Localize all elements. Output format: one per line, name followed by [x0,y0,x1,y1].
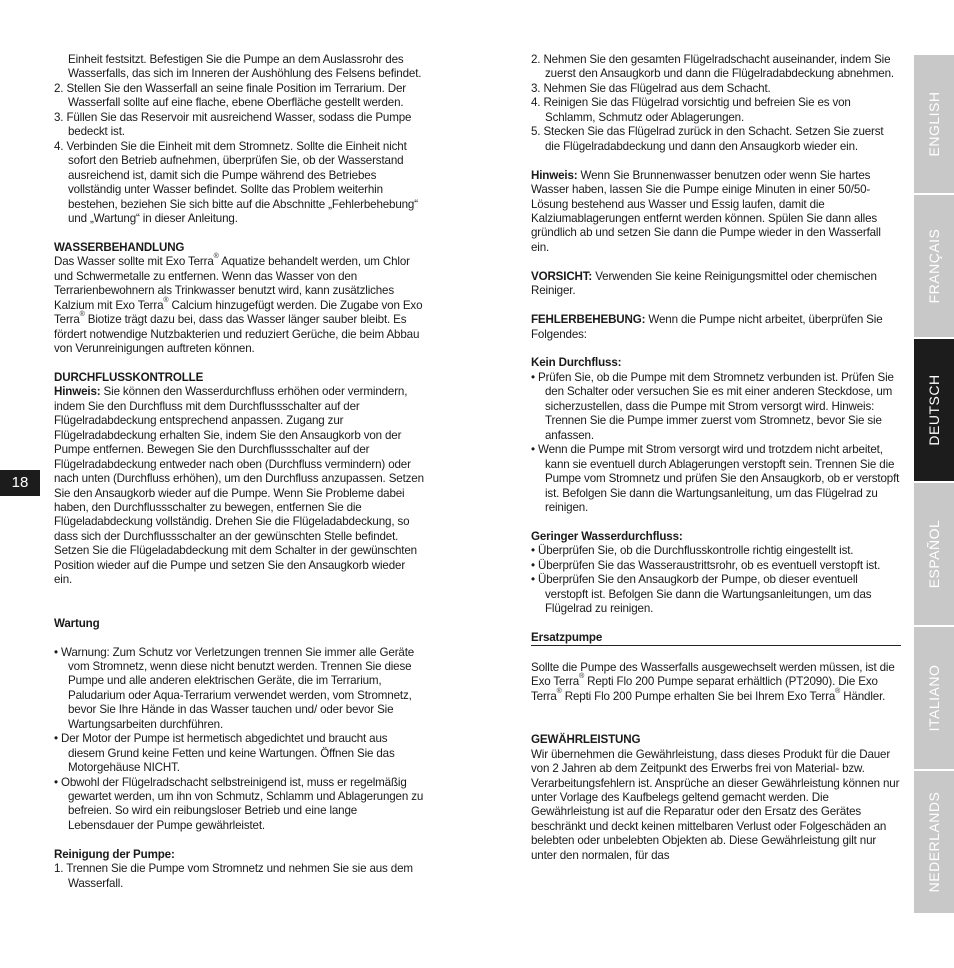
geringer-durchfluss-bullet: • Überprüfen Sie das Wasseraustrittsrohr, ob es eventuell verstopft ist. [531,558,881,572]
gewaehrleistung-text: Wir übernehmen die Gewährleistung, dass dieses Produkt für die Dauer von 2 Jahren ab dem Zeitpunkt des Erwerbs frei von Material- bzw. Verarbeitungsfehlern ist. Ansprüche an dieser Gewährleistung können nur unter Vorlage des Kaufbelegs geltend gemacht werden. Die Gewährleistung ist auf die Reparatur oder den Ersatz des Gerätes beschränkt und deckt keinen mittelbaren Verlust oder Folgeschäden an belebten oder unbelebten Objekten ab. Diese Gewährleistung gilt nur unter den normalen, für das [531,747,900,862]
wasserbehandlung-text: Das Wasser sollte mit Exo Terra® Aquatize behandelt werden, um Chlor und Schwermetalle zu entfernen. Wenn das Wasser von den Terrarienbewohnern als Trinkwasser benutzt wird, kann zusätzliches Kalzium mit Exo Terra® Calcium hinzugefügt werden. Die Zugabe von Exo Terra® Biotize trägt dazu bei, dass das Wasser länger sauber bleibt. Es fördert notwendige Nutzbakterien und reduziert Gerüche, die beim Abbau von Verunreinigungen auftreten können. [54,253,423,356]
kein-durchfluss-bullet: • Wenn die Pumpe mit Strom versorgt wird und trotzdem nicht arbeitet, kann sie eventuell durch Ablagerungen verstopft sein. Trennen Sie die Pumpe vom Stromnetz und prüfen Sie den Ansaugkorb, ob er verstopft ist. Befolgen Sie dann die Wartungsanleitung, um das Flügelrad zu reinigen. [531,443,900,514]
tab-english[interactable]: ENGLISH [914,55,954,193]
tab-italiano[interactable]: ITALIANO [914,627,954,769]
tab-nederlands[interactable]: NEDERLANDS [914,771,954,913]
page-number: 18 [0,470,40,496]
wartung-bullet: • Der Motor der Pumpe ist hermetisch abgedichtet und braucht aus diesem Grund keine Fetten und keine Wartungen. Öffnen Sie das Motorgehäuse NICHT. [54,732,395,775]
reinigung-step-2: 2. Nehmen Sie den gesamten Flügelradschacht auseinander, indem Sie zuerst den Ansaugkorb und dann die Flügelradabdeckung abnehmen. [531,53,894,81]
intro-paragraph: Einheit festsitzt. Befestigen Sie die Pumpe an dem Auslassrohr des Wasserfalls, das sich im Inneren der Aushöhlung des Felsens befindet. [68,53,422,81]
ersatzpumpe-text: Sollte die Pumpe des Wasserfalls ausgewechselt werden müssen, ist die Exo Terra® Repti Flo 200 Pumpe separat erhältlich (PT2090). Die Exo Terra® Repti Flo 200 Pumpe erhalten Sie bei Ihrem Exo Terra® Händler. [531,660,895,703]
kein-durchfluss-heading: Kein Durchfluss: [531,356,622,370]
durchflusskontrolle-heading: DURCHFLUSSKONTROLLE [54,370,204,384]
geringer-durchfluss-bullet: • Überprüfen Sie, ob die Durchflusskontrolle richtig eingestellt ist. [531,544,854,558]
reinigung-step-1: 1. Trennen Sie die Pumpe vom Stromnetz und nehmen Sie sie aus dem Wasserfall. [54,862,413,890]
setup-step-3: 3. Füllen Sie das Reservoir mit ausreichend Wasser, sodass die Pumpe bedeckt ist. [54,110,412,139]
ersatzpumpe-heading: Ersatzpumpe [531,631,901,646]
reinigung-step-4: 4. Reinigen Sie das Flügelrad vorsichtig und befreien Sie es von Schlamm, Schmutz oder Ablagerungen. [531,96,851,124]
tab-espanol[interactable]: ESPAÑOL [914,483,954,625]
wartung-bullet: • Warnung: Zum Schutz vor Verletzungen trennen Sie immer alle Geräte vom Stromnetz, wenn diese nicht benutzt werden. Trennen Sie diese Pumpe und alle anderen elektrischen Geräte, die im Terrarium, Paludarium oder Aqua-Terrarium verwendet werden, vom Stromnetz, bevor Sie Ihre Hände in das Wasser tauchen und/ oder bevor Sie Wartungsarbeiten durchführen. [54,645,415,731]
vorsicht-paragraph: VORSICHT: Verwenden Sie keine Reinigungsmittel oder chemischen Reiniger. [531,269,877,298]
kein-durchfluss-bullet: • Prüfen Sie, ob die Pumpe mit dem Stromnetz verbunden ist. Prüfen Sie den Schalter oder versuchen Sie es mit einer anderen Steckdose, um sicherzustellen, dass die Pumpe mit Strom versorgt wird. Hinweis: Trennen Sie die Pumpe immer zuerst vom Stromnetz, bevor Sie sie anfassen. [531,370,894,442]
hinweis-paragraph: Hinweis: Wenn Sie Brunnenwasser benutzen oder wenn Sie hartes Wasser haben, lassen Sie die Pumpe einige Minuten in einer 50/50-Lösung bestehend aus Wasser und Essig laufen, damit die Kalziumablagerungen entfernt werden können. Spülen Sie dann alles gründlich ab und setzen Sie dann die Pumpe wieder in den Wasserfall ein. [531,168,881,254]
gewaehrleistung-heading: GEWÄHRLEISTUNG [531,733,641,747]
tab-deutsch[interactable]: DEUTSCH [914,339,954,481]
wasserbehandlung-heading: WASSERBEHANDLUNG [54,240,185,254]
reinigung-step-3: 3. Nehmen Sie das Flügelrad aus dem Schacht. [531,81,771,95]
wartung-bullet: • Obwohl der Flügelradschacht selbstreinigend ist, muss er regelmäßig gewartet werden, um ihn von Schmutz, Schlamm und Ablagerungen zu befreien. So wird ein reibungsloser Betrieb und eine lange Lebensdauer der Pumpe gewährleistet. [54,775,424,832]
wartung-heading: Wartung [54,616,100,630]
right-column [531,53,901,863]
fehlerbehebung-paragraph: FEHLERBEHEBUNG: Wenn die Pumpe nicht arbeitet, überprüfen Sie Folgendes: [531,313,883,341]
reinigung-heading: Reinigung der Pumpe: [54,847,175,861]
tab-francais[interactable]: FRANÇAIS [914,195,954,337]
left-column [54,53,424,891]
setup-step-2: 2. Stellen Sie den Wasserfall an seine finale Position im Terrarium. Der Wasserfall sollte auf eine flache, ebene Oberfläche gestellt werden. [54,81,406,110]
reinigung-step-5: 5. Stecken Sie das Flügelrad zurück in den Schacht. Setzen Sie zuerst die Flügelradabdeckung und dann den Ansaugkorb wieder ein. [531,125,884,153]
geringer-durchfluss-heading: Geringer Wasserdurchfluss: [531,529,683,543]
durchflusskontrolle-text: Hinweis: Sie können den Wasserdurchfluss erhöhen oder vermindern, indem Sie den Durchfluss mit dem Durchflussschalter auf der Flügelradabdeckung entsprechend anpassen. Zugang zur Flügelradabdeckung erhalten Sie, indem Sie den Ansaugkorb von der Pumpe entfernen. Bewegen Sie den Durchflussschalter auf der Flügelradabdeckung entweder nach oben (Durchfluss vermindern) oder nach unten (Durchfluss erhöhen), um den Durchfluss anzupassen. Setzen Sie den Ansaugkorb wieder auf die Pumpe. Wenn Sie Probleme dabei haben, den Durchflussschalter zu bewegen, entfernen Sie die Flügeladabdeckung vollständig. Drehen Sie die Flügeladabdeckung, so dass sich der Durchflussschalter an der gewünschten Stelle befindet. Setzen Sie die Flügeladabdeckung mit dem Schalter in der gewünschten Position wieder auf die Pumpe und setzen Sie den Ansaugkorb wieder ein. [54,385,424,587]
language-tabs [914,55,954,915]
geringer-durchfluss-bullet: • Überprüfen Sie den Ansaugkorb der Pumpe, ob dieser eventuell verstopft ist. Befolgen Sie dann die Wartungsanleitungen, um das Flügelrad zu reinigen. [531,573,872,616]
setup-step-4: 4. Verbinden Sie die Einheit mit dem Stromnetz. Sollte die Einheit nicht sofort den Betrieb aufnehmen, überprüfen Sie, ob der Wasserstand ausreichend ist, damit sich die Pumpe während des Betriebes vollständig unter Wasser befindet. Sollte das Problem weiterhin bestehen, beziehen Sie sich bitte auf die Abschnitte „Fehlerbehebung“ und „Wartung“ in dieser Anleitung. [54,139,418,225]
